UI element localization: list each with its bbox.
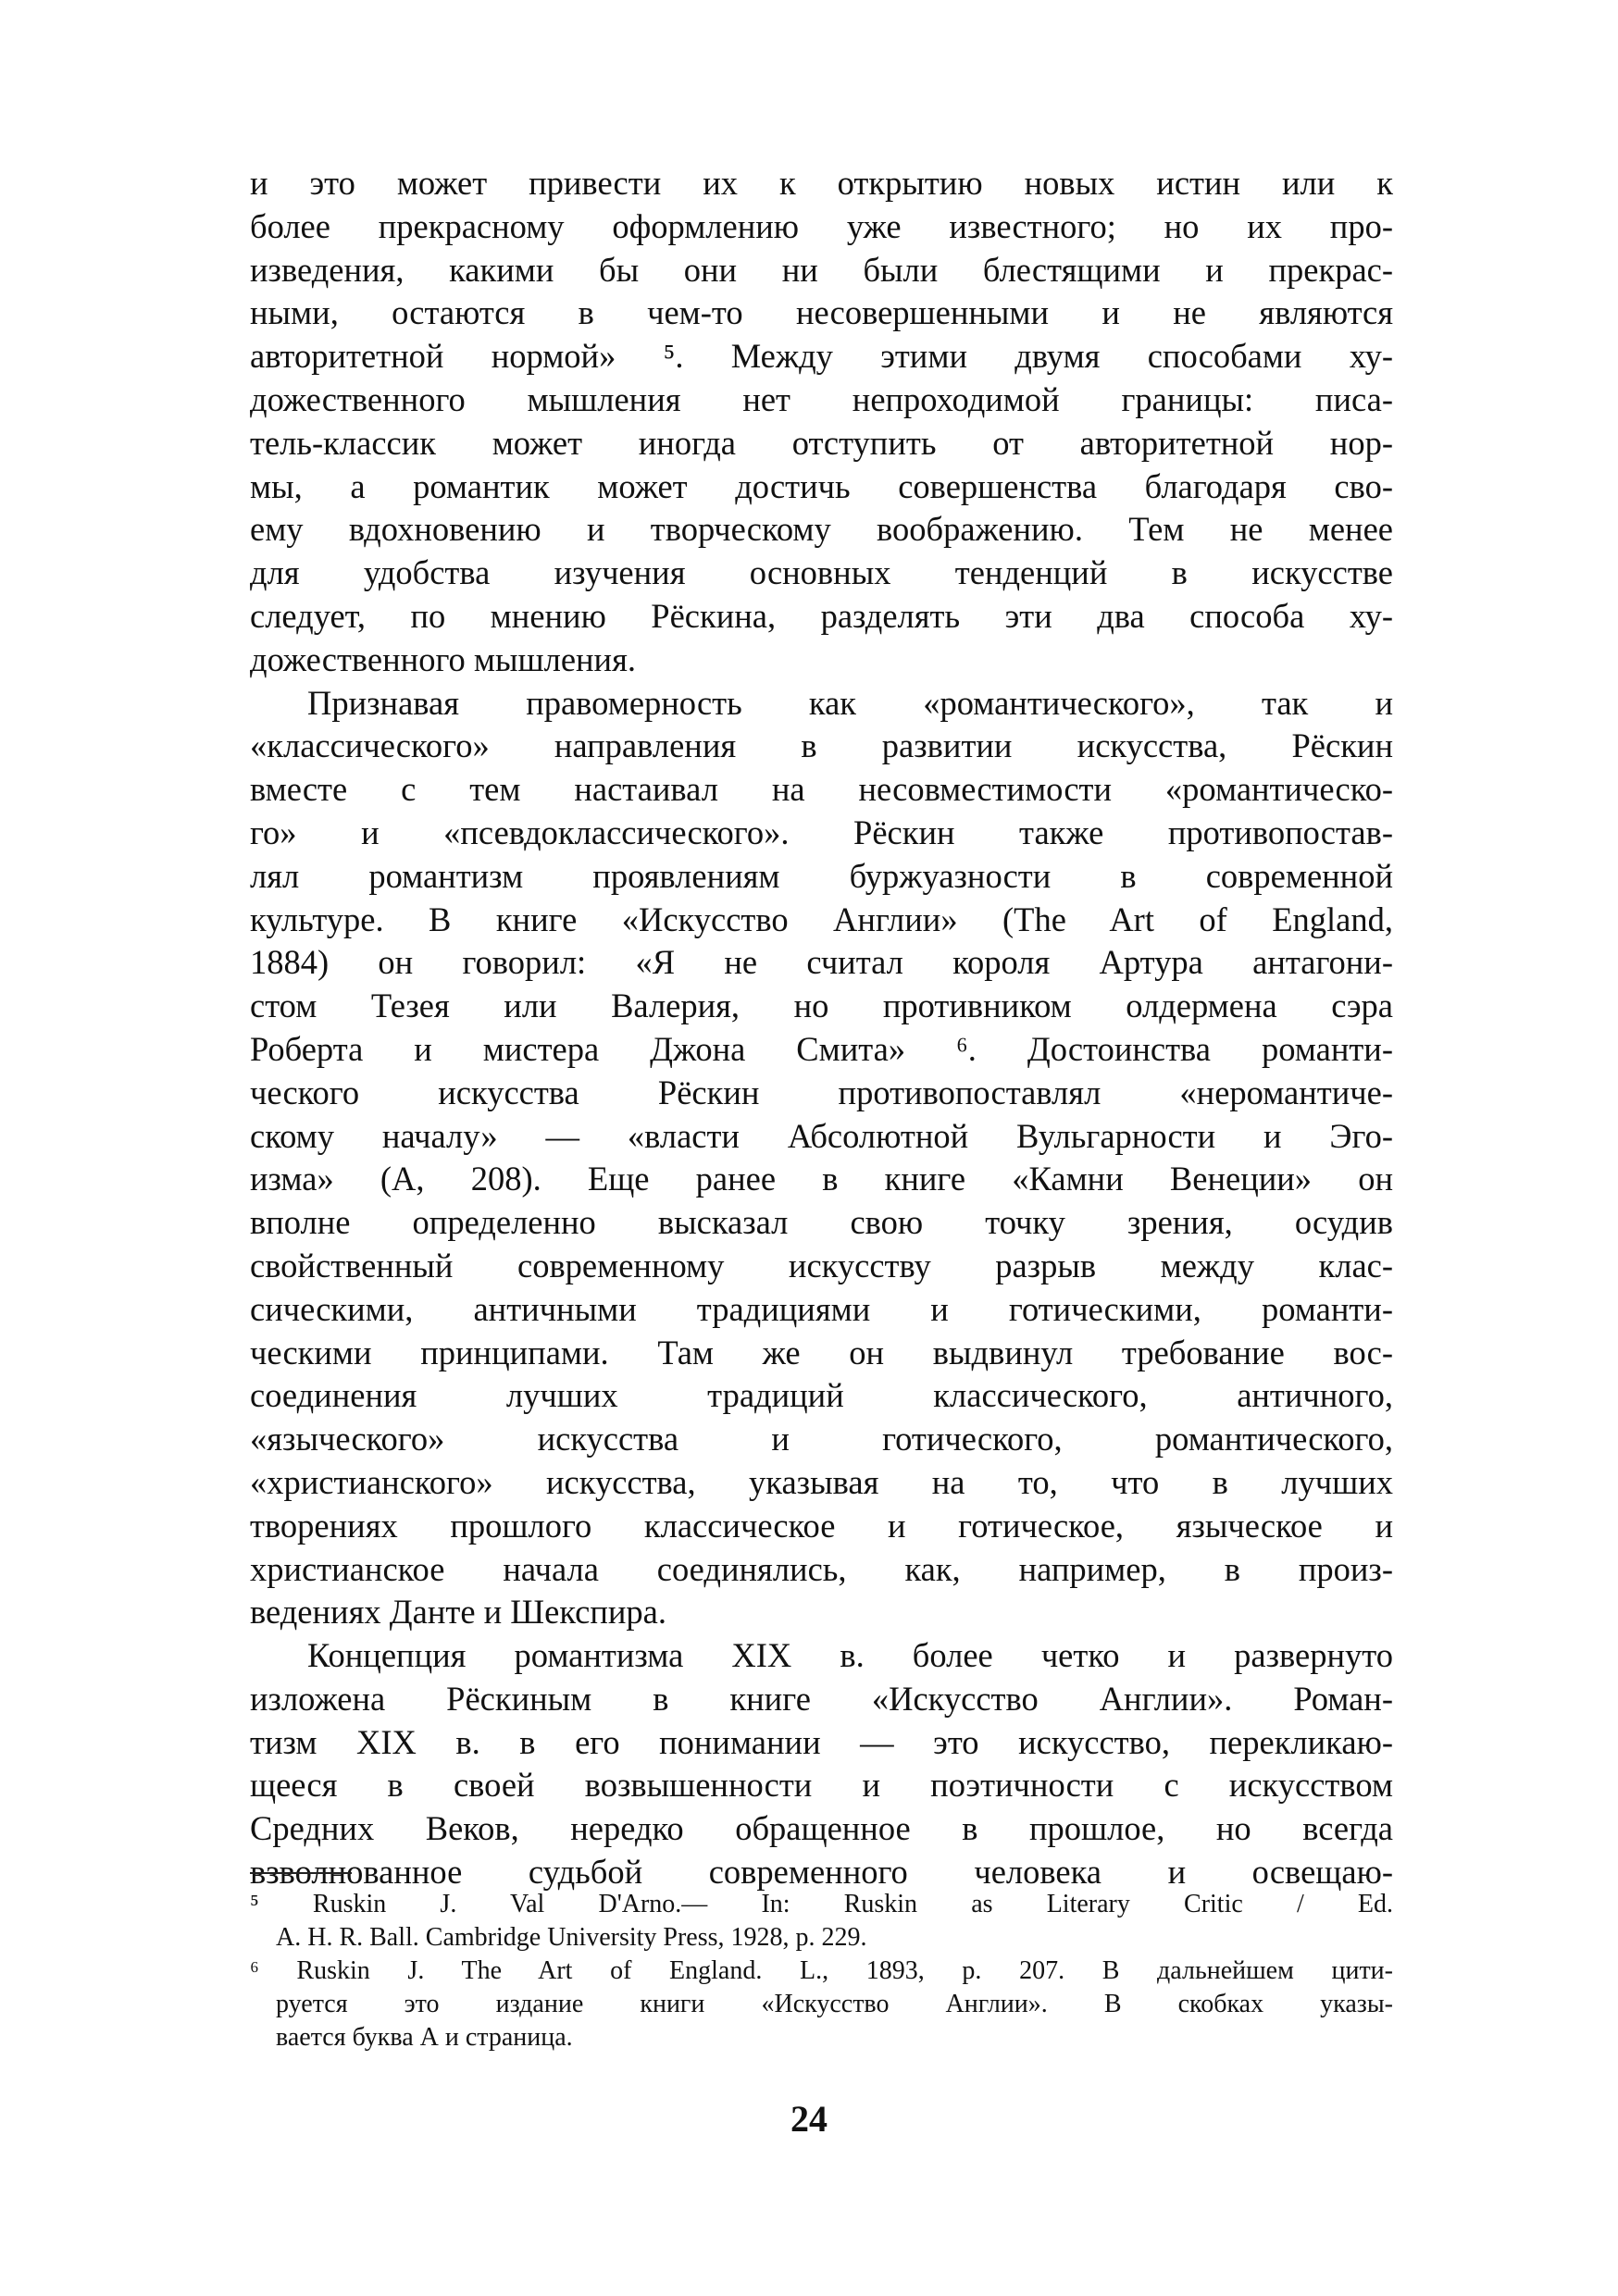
text-line: для удобства изучения основных тенденций в искусстве xyxy=(250,553,1393,592)
text-line: ческими принципами. Там же он выдвинул требование вос- xyxy=(250,1333,1393,1371)
text-line: более прекрасному оформлению уже известного; но их про- xyxy=(250,206,1393,245)
text-line: тизм XIX в. в его понимании — это искусство, перекликаю- xyxy=(250,1722,1393,1761)
text-line: ему вдохновению и творческому воображению. Тем не менее xyxy=(250,510,1393,549)
text-line: дожественного мышления нет непроходимой границы: писа- xyxy=(250,379,1393,418)
text-line: творениях прошлого классическое и готическое, языческое и xyxy=(250,1506,1393,1545)
text-line: 1884) он говорил: «Я не считал короля Артура антагони- xyxy=(250,943,1393,982)
text-line: ческого искусства Рёскин противопоставлял «неромантиче- xyxy=(250,1073,1393,1111)
footnotes xyxy=(250,1888,1393,2054)
text-line: го» и «псевдоклассического». Рёскин также противопостав- xyxy=(250,813,1393,851)
footnote-line: ⁵ Ruskin J. Val D'Arno.— In: Ruskin as Literary Critic / Ed. xyxy=(250,1890,1393,1918)
text-line: изложена Рёскиным в книге «Искусство Англии». Роман- xyxy=(250,1679,1393,1718)
footnote-line: вается буква А и страница. xyxy=(276,2023,573,2052)
text-line: взволнованное судьбой современного человека и освещаю- xyxy=(250,1853,1393,1892)
footnote-divider xyxy=(250,1872,352,1874)
text-line: вместе с тем настаивал на несовместимости «романтическо- xyxy=(250,770,1393,809)
text-line: дожественного мышления. xyxy=(250,639,637,678)
text-line: вполне определенно высказал свою точку зрения, осудив xyxy=(250,1203,1393,1242)
text-line: стом Тезея или Валерия, но противником олдермена сэра xyxy=(250,987,1393,1025)
footnote-line: ⁶ Ruskin J. The Art of England. L., 1893, p. 207. В дальнейшем цити- xyxy=(250,1956,1393,1985)
text-line: Средних Веков, нередко обращенное в прошлое, но всегда xyxy=(250,1809,1393,1848)
text-line: «языческого» искусства и готического, романтического, xyxy=(250,1420,1393,1458)
text-line: сическими, античными традициями и готическими, романти- xyxy=(250,1289,1393,1328)
text-line: следует, по мнению Рёскина, разделять эти два способа ху- xyxy=(250,596,1393,635)
body-text xyxy=(250,162,1393,1894)
text-line: соединения лучших традиций классического, античного, xyxy=(250,1376,1393,1415)
text-line: авторитетной нормой» ⁵. Между этими двумя способами ху- xyxy=(250,337,1393,376)
text-line: и это может привести их к открытию новых истин или к xyxy=(250,164,1393,202)
text-line: мы, а романтик может достичь совершенства благодаря сво- xyxy=(250,466,1393,505)
page-number: 24 xyxy=(790,2098,828,2140)
text-line: лял романтизм проявлениям буржуазности в современной xyxy=(250,856,1393,895)
text-line: ведениях Данте и Шекспира. xyxy=(250,1593,666,1632)
paragraph-start-line: Концепция романтизма XIX в. более четко и развернуто xyxy=(307,1636,1393,1675)
text-line: культуре. В книге «Искусство Англии» (The Art of England, xyxy=(250,900,1393,938)
text-line: изма» (А, 208). Еще ранее в книге «Камни Венеции» он xyxy=(250,1160,1393,1198)
text-line: изведения, какими бы они ни были блестящими и прекрас- xyxy=(250,250,1393,289)
text-line: «христианского» искусства, указывая на то, что в лучших xyxy=(250,1462,1393,1501)
text-line: христианское начала соединялись, как, например, в произ- xyxy=(250,1549,1393,1588)
text-line: щееся в своей возвышенности и поэтичности с искусством xyxy=(250,1766,1393,1805)
text-line: ными, остаются в чем-то несовершенными и не являются xyxy=(250,293,1393,332)
footnote-line: A. H. R. Ball. Cambridge University Press, 1928, p. 229. xyxy=(276,1923,867,1952)
text-line: Роберта и мистера Джона Смита» ⁶. Достоинства романти- xyxy=(250,1029,1393,1068)
footnote-line: руется это издание книги «Искусство Англии». В скобках указы- xyxy=(276,1990,1393,2018)
text-line: скому началу» — «власти Абсолютной Вульгарности и Эго- xyxy=(250,1116,1393,1155)
text-line: свойственный современному искусству разрыв между клас- xyxy=(250,1246,1393,1285)
text-line: «классического» направления в развитии искусства, Рёскин xyxy=(250,726,1393,765)
text-line: тель-классик может иногда отступить от авторитетной нор- xyxy=(250,423,1393,462)
paragraph-start-line: Признавая правомерность как «романтического», так и xyxy=(307,683,1393,722)
